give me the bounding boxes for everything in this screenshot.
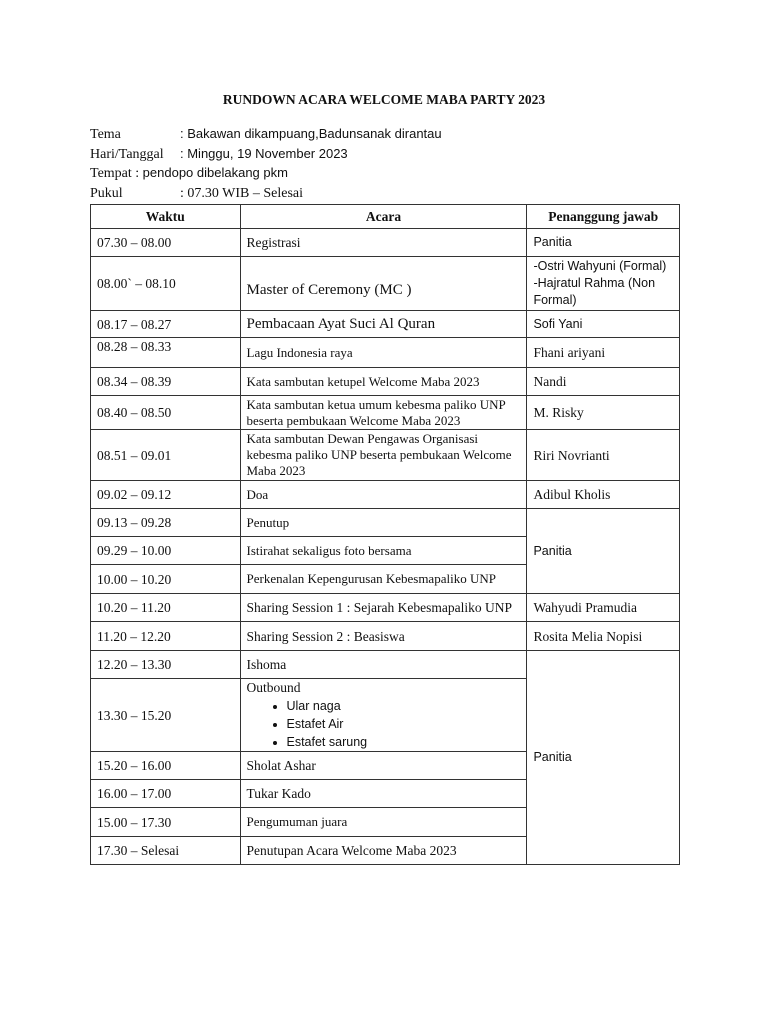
- table-row: [91, 311, 680, 338]
- row-time: 08.00` – 08.10: [91, 257, 241, 311]
- tempat-value: pendopo dibelakang pkm: [142, 165, 288, 180]
- table-row: [91, 481, 680, 509]
- row-activity: Registrasi: [240, 229, 527, 257]
- row-pic: Fhani ariyani: [527, 338, 680, 368]
- info-tempat: [90, 163, 442, 183]
- tema-value: : Bakawan dikampuang,Badunsanak dirantau: [180, 126, 442, 141]
- header-acara: Acara: [240, 205, 527, 229]
- row-activity: [240, 679, 527, 752]
- row-pic: [527, 257, 680, 311]
- row-time: 08.28 – 08.33: [91, 338, 241, 368]
- row-activity: Kata sambutan ketupel Welcome Maba 2023: [240, 368, 527, 396]
- list-item: • Ular naga: [287, 697, 521, 715]
- row-time: 10.20 – 11.20: [91, 594, 241, 622]
- row-time: 10.00 – 10.20: [91, 565, 241, 594]
- row-activity: Lagu Indonesia raya: [240, 338, 527, 368]
- row-time: 08.34 – 08.39: [91, 368, 241, 396]
- info-hari: [90, 144, 442, 164]
- row-time: 07.30 – 08.00: [91, 229, 241, 257]
- hari-value: : Minggu, 19 November 2023: [180, 145, 348, 161]
- row-activity: Tukar Kado: [240, 780, 527, 808]
- row-activity: Sholat Ashar: [240, 752, 527, 780]
- list-item: • Estafet sarung: [287, 733, 521, 751]
- info-tema: [90, 124, 442, 144]
- row-activity: Kata sambutan ketua umum kebesma paliko UNP beserta pembukaan Welcome Maba 2023: [240, 396, 527, 430]
- rundown-table: [90, 204, 680, 865]
- outbound-list: [247, 697, 521, 751]
- tempat-label: Tempat :: [90, 166, 143, 181]
- document-title: RUNDOWN ACARA WELCOME MABA PARTY 2023: [222, 92, 546, 107]
- pukul-label: Pukul: [90, 185, 123, 201]
- table-header-row: [91, 205, 680, 229]
- row-activity: Ishoma: [240, 651, 527, 679]
- row-activity: Sharing Session 2 : Beasiswa: [240, 622, 527, 651]
- row-activity: Istirahat sekaligus foto bersama: [240, 537, 527, 565]
- row-pic: Riri Novrianti: [527, 430, 680, 481]
- header-waktu: Waktu: [91, 205, 241, 229]
- pukul-value: : 07.30 WIB – Selesai: [180, 185, 304, 201]
- row-time: 08.51 – 09.01: [91, 430, 241, 481]
- row-activity: Penutup: [240, 509, 527, 537]
- row-pic-merged: Panitia: [527, 651, 680, 865]
- row-pic: Nandi: [527, 368, 680, 396]
- row-activity: Master of Ceremony (MC ): [240, 257, 527, 311]
- pic-line: -Hajratul Rahma (Non: [533, 276, 656, 290]
- table-row: [91, 396, 680, 430]
- row-activity: Pengumuman juara: [240, 808, 527, 837]
- table-row: [91, 594, 680, 622]
- row-time: 13.30 – 15.20: [91, 679, 241, 752]
- table-row: [91, 338, 680, 368]
- row-pic: Sofi Yani: [527, 311, 680, 338]
- table-row: [91, 229, 680, 257]
- pic-line: -Ostri Wahyuni (Formal): [533, 259, 667, 273]
- row-time: 11.20 – 12.20: [91, 622, 241, 651]
- row-time: 15.20 – 16.00: [91, 752, 241, 780]
- row-time: 09.13 – 09.28: [91, 509, 241, 537]
- pic-line: Formal): [533, 293, 577, 307]
- row-time: 08.40 – 08.50: [91, 396, 241, 430]
- row-pic: Panitia: [527, 229, 680, 257]
- table-row: [91, 430, 680, 481]
- row-time: 16.00 – 17.00: [91, 780, 241, 808]
- info-pukul: [90, 183, 442, 203]
- table-row: [91, 368, 680, 396]
- row-time: 12.20 – 13.30: [91, 651, 241, 679]
- outbound-title: Outbound: [246, 680, 301, 695]
- row-pic: Wahyudi Pramudia: [527, 594, 680, 622]
- row-activity: Perkenalan Kepengurusan Kebesmapaliko UNP: [240, 565, 527, 594]
- row-pic: Adibul Kholis: [527, 481, 680, 509]
- row-pic: M. Risky: [527, 396, 680, 430]
- header-penanggung-jawab: Penanggung jawab: [527, 205, 680, 229]
- tema-label: Tema: [90, 127, 121, 142]
- row-time: 09.02 – 09.12: [91, 481, 241, 509]
- row-time: 15.00 – 17.30: [91, 808, 241, 837]
- row-time: 17.30 – Selesai: [91, 837, 241, 865]
- row-time: 08.17 – 08.27: [91, 311, 241, 338]
- row-pic: Rosita Melia Nopisi: [527, 622, 680, 651]
- table-row: [91, 257, 680, 311]
- event-info: [90, 124, 442, 202]
- table-row: [91, 622, 680, 651]
- row-activity: Penutupan Acara Welcome Maba 2023: [240, 837, 527, 865]
- hari-label: Hari/Tanggal: [90, 146, 164, 162]
- table-row: [91, 651, 680, 679]
- row-activity: Doa: [240, 481, 527, 509]
- row-activity: Sharing Session 1 : Sejarah Kebesmapaliko UNP: [240, 594, 527, 622]
- list-item: • Estafet Air: [287, 715, 521, 733]
- row-activity: Kata sambutan Dewan Pengawas Organisasi kebesma paliko UNP beserta pembukaan Welcome Maba 2023: [240, 430, 527, 481]
- row-time: 09.29 – 10.00: [91, 537, 241, 565]
- table-row: [91, 509, 680, 537]
- row-activity: Pembacaan Ayat Suci Al Quran: [240, 311, 527, 338]
- row-pic-merged: Panitia: [527, 509, 680, 594]
